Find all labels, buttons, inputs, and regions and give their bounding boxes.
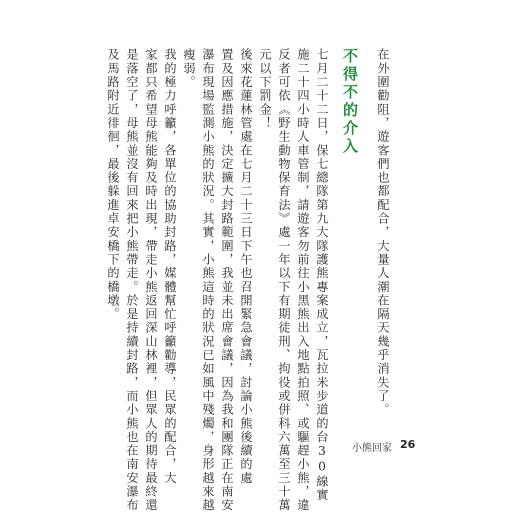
section-heading: 不得不的介入 [341, 48, 359, 156]
text-column: 置及因應措施，決定擴大封路範圍，我並未出席會議，因為我和團隊正在南安 [220, 48, 234, 512]
text-column: 我的極力呼籲，各單位的協助封路，媒體幫忙呼籲勸導，民眾的配合，大 [163, 48, 177, 485]
text-column: 七月二十二日，保七總隊第九大隊護熊專案成立，瓦拉米步道的台30線實 [315, 48, 329, 503]
running-footer-title: 小熊回家 [352, 443, 392, 454]
text-column: 瘦弱。 [182, 48, 196, 89]
text-column: 後來花蓮林管處在七月二十三日下午也召開緊急會議，討論小熊後續的處 [239, 48, 253, 485]
text-column: 反者可依《野生動物保育法》處一年以下有期徒刑、拘役或併科六萬至三十萬 [277, 48, 291, 512]
text-column: 施二十四小時人車管制，請遊客勿前往小黑熊出入地點拍照、或驅趕小熊，違 [296, 48, 310, 512]
text-column: 瀑布現場監測小熊的狀況。其實，小熊這時的狀況已如風中殘燭，身形越來越 [201, 48, 215, 512]
text-column: 家都只希望母熊能夠及時出現，帶走小熊返回深山林裡，但眾人的期待最終還 [144, 48, 158, 512]
text-column: 在外圍勸阻，遊客們也都配合，大量人潮在隔天幾乎消失了。 [376, 48, 390, 417]
text-column: 元以下罰金！ [258, 48, 272, 130]
text-column: 及馬路附近徘徊，最後躲進卓安橋下的橋墩。 [106, 48, 120, 321]
page-number: 26 [400, 438, 416, 451]
text-column: 是落空了，母熊並沒有回來把小熊帶走。於是持續封路，而小熊也在南安瀑布 [125, 48, 139, 512]
